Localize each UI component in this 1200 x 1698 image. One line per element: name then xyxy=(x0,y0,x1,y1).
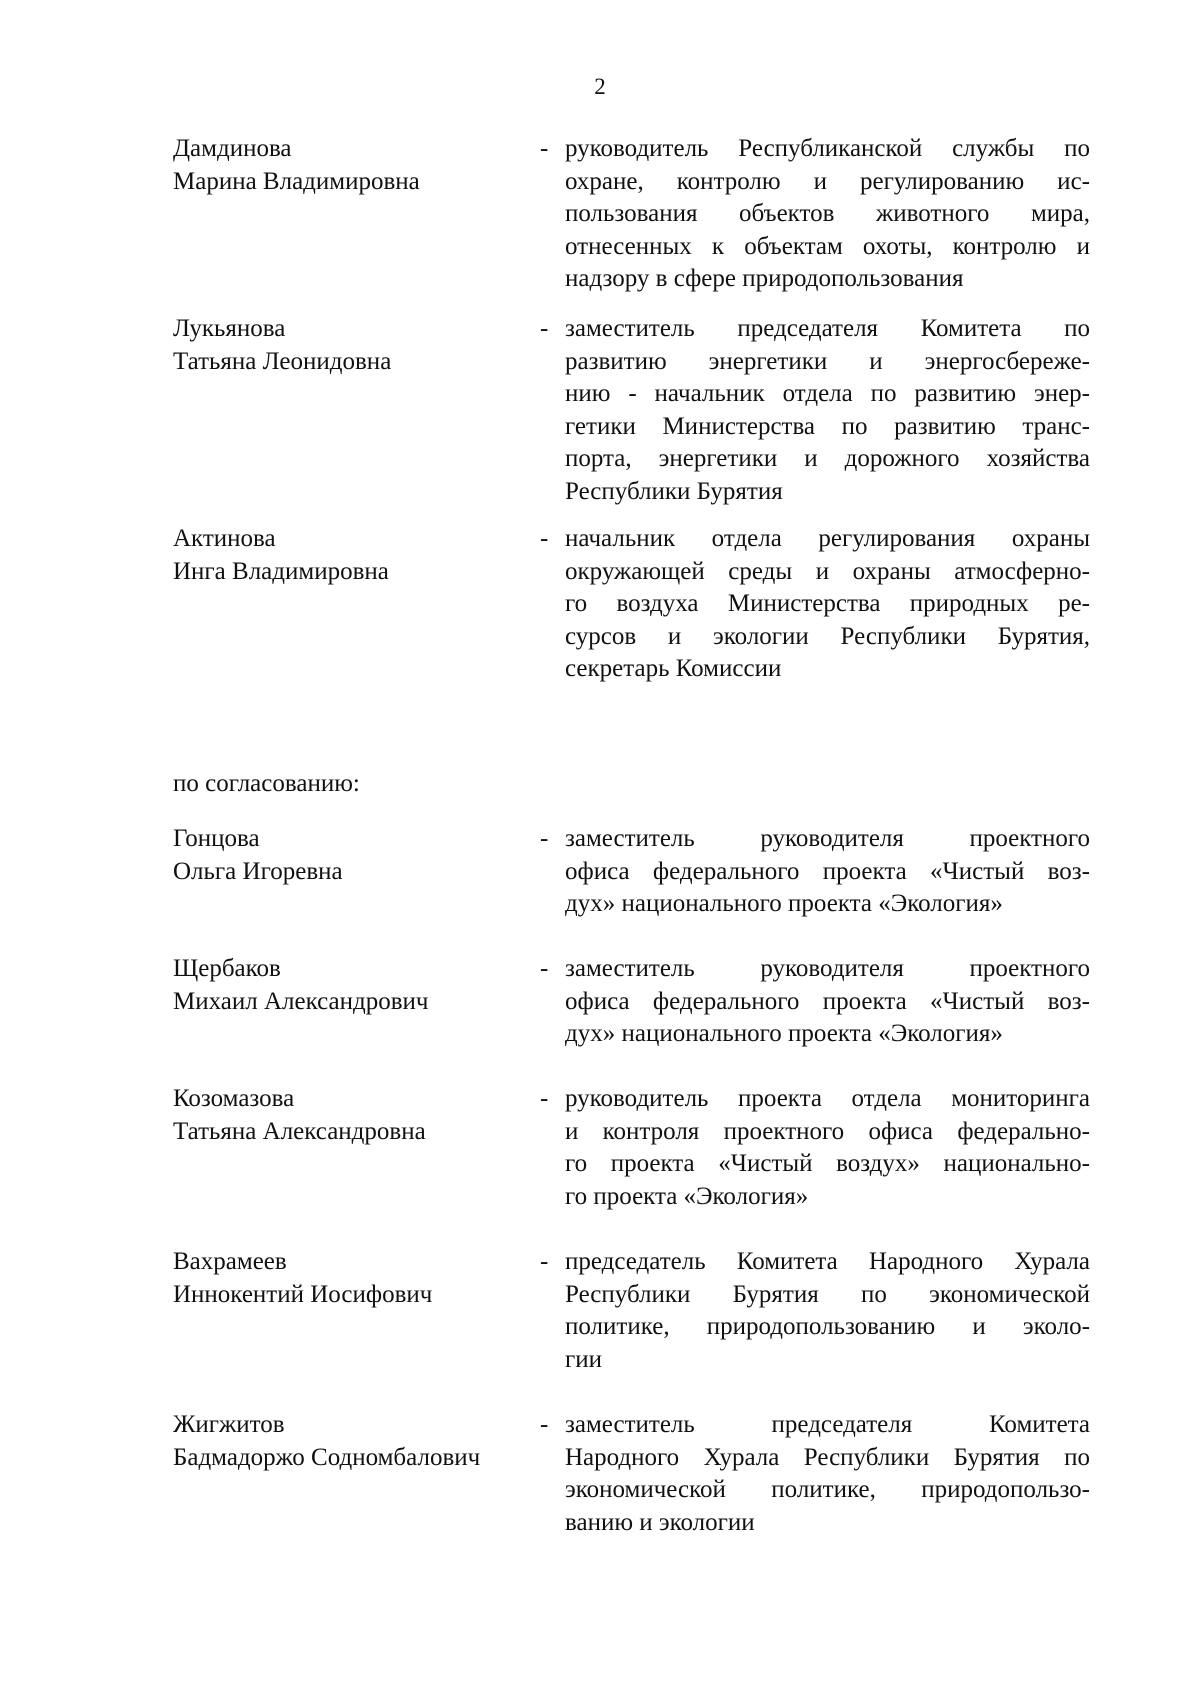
position-line: порта, энергетики и дорожного хозяйства xyxy=(565,445,1090,472)
member-surname: Вахрамеев xyxy=(173,1248,287,1275)
member-surname: Актинова xyxy=(173,525,276,552)
member-surname: Лукьянова xyxy=(173,315,286,342)
position-line: заместитель председателя Комитета по xyxy=(565,315,1090,342)
position-line: го проекта «Чистый воздух» национально- xyxy=(565,1150,1090,1177)
member-surname: Гонцова xyxy=(173,825,260,852)
member-position xyxy=(565,953,1090,1051)
member-name xyxy=(173,523,533,588)
member-name xyxy=(173,1083,533,1148)
member-given-name: Иннокентий Иосифович xyxy=(173,1280,433,1308)
member-surname: Козомазова xyxy=(173,1085,295,1112)
position-line: гетики Министерства по развитию транс- xyxy=(565,412,1090,440)
entry-dash: - xyxy=(540,1085,549,1112)
member-given-name: Бадмадоржо Содномбалович xyxy=(173,1443,481,1471)
position-line: го воздуха Министерства природных ре- xyxy=(565,590,1090,617)
position-line: отнесенных к объектам охоты, контролю и xyxy=(565,232,1090,260)
entry-dash: - xyxy=(540,955,549,982)
member-position xyxy=(565,313,1090,508)
member-given-name: Михаил Александрович xyxy=(173,987,429,1015)
member-given-name: Татьяна Леонидовна xyxy=(173,347,392,375)
position-line: го проекта «Экология» xyxy=(565,1182,809,1210)
member-name xyxy=(173,1409,533,1474)
position-line: нию - начальник отдела по развитию энер- xyxy=(565,380,1090,407)
position-line: офиса федерального проекта «Чистый воз- xyxy=(565,857,1090,885)
member-given-name: Марина Владимировна xyxy=(173,167,420,195)
member-surname: Жигжитов xyxy=(173,1411,285,1438)
position-line: начальник отдела регулирования охраны xyxy=(565,525,1090,552)
position-line: секретарь Комиссии xyxy=(565,655,782,682)
member-position xyxy=(565,1246,1090,1376)
position-line: председатель Комитета Народного Хурала xyxy=(565,1248,1090,1275)
entry-dash: - xyxy=(540,315,549,342)
member-name xyxy=(173,1246,533,1311)
section-label: по согласованию: xyxy=(173,770,360,797)
position-line: дух» национального проекта «Экология» xyxy=(565,1020,1003,1047)
position-line: Республики Бурятия xyxy=(565,477,783,505)
position-line: заместитель руководителя проектного xyxy=(565,955,1090,982)
position-line: гии xyxy=(565,1345,603,1373)
member-name xyxy=(173,133,533,198)
position-line: развитию энергетики и энергосбереже- xyxy=(565,347,1090,375)
position-line: охране, контролю и регулированию ис- xyxy=(565,167,1090,195)
position-line: Республики Бурятия по экономической xyxy=(565,1280,1090,1308)
position-line: Народного Хурала Республики Бурятия по xyxy=(565,1443,1090,1471)
entry-dash: - xyxy=(540,525,549,552)
member-name xyxy=(173,953,533,1018)
member-name xyxy=(173,823,533,888)
member-position xyxy=(565,1083,1090,1213)
page-number: 2 xyxy=(594,74,606,99)
position-line: заместитель руководителя проектного xyxy=(565,825,1090,852)
entry-dash: - xyxy=(540,1248,549,1275)
position-line: заместитель председателя Комитета xyxy=(565,1411,1090,1438)
position-line: дух» национального проекта «Экология» xyxy=(565,890,1003,917)
position-line: пользования объектов животного мира, xyxy=(565,200,1090,227)
position-line: руководитель Республиканской службы по xyxy=(565,135,1090,162)
position-line: и контроля проектного офиса федерально- xyxy=(565,1117,1090,1145)
member-position xyxy=(565,823,1090,921)
position-line: окружающей среды и охраны атмосферно- xyxy=(565,557,1090,585)
position-line: сурсов и экологии Республики Бурятия, xyxy=(565,622,1090,650)
position-line: руководитель проекта отдела мониторинга xyxy=(565,1085,1090,1112)
entry-dash: - xyxy=(540,135,549,162)
position-line: надзору в сфере природопользования xyxy=(565,265,964,292)
entry-dash: - xyxy=(540,1411,549,1438)
entry-dash: - xyxy=(540,825,549,852)
member-given-name: Татьяна Александровна xyxy=(173,1117,426,1145)
member-surname: Дамдинова xyxy=(173,135,292,162)
position-line: экономической политике, природопользо- xyxy=(565,1476,1090,1503)
member-position xyxy=(565,1409,1090,1539)
member-surname: Щербаков xyxy=(173,955,281,982)
position-line: ванию и экологии xyxy=(565,1508,755,1536)
member-position xyxy=(565,133,1090,296)
member-given-name: Инга Владимировна xyxy=(173,557,389,585)
position-line: офиса федерального проекта «Чистый воз- xyxy=(565,987,1090,1015)
position-line: политике, природопользованию и эколо- xyxy=(565,1313,1090,1340)
member-name xyxy=(173,313,533,378)
member-given-name: Ольга Игоревна xyxy=(173,857,343,885)
member-position xyxy=(565,523,1090,686)
